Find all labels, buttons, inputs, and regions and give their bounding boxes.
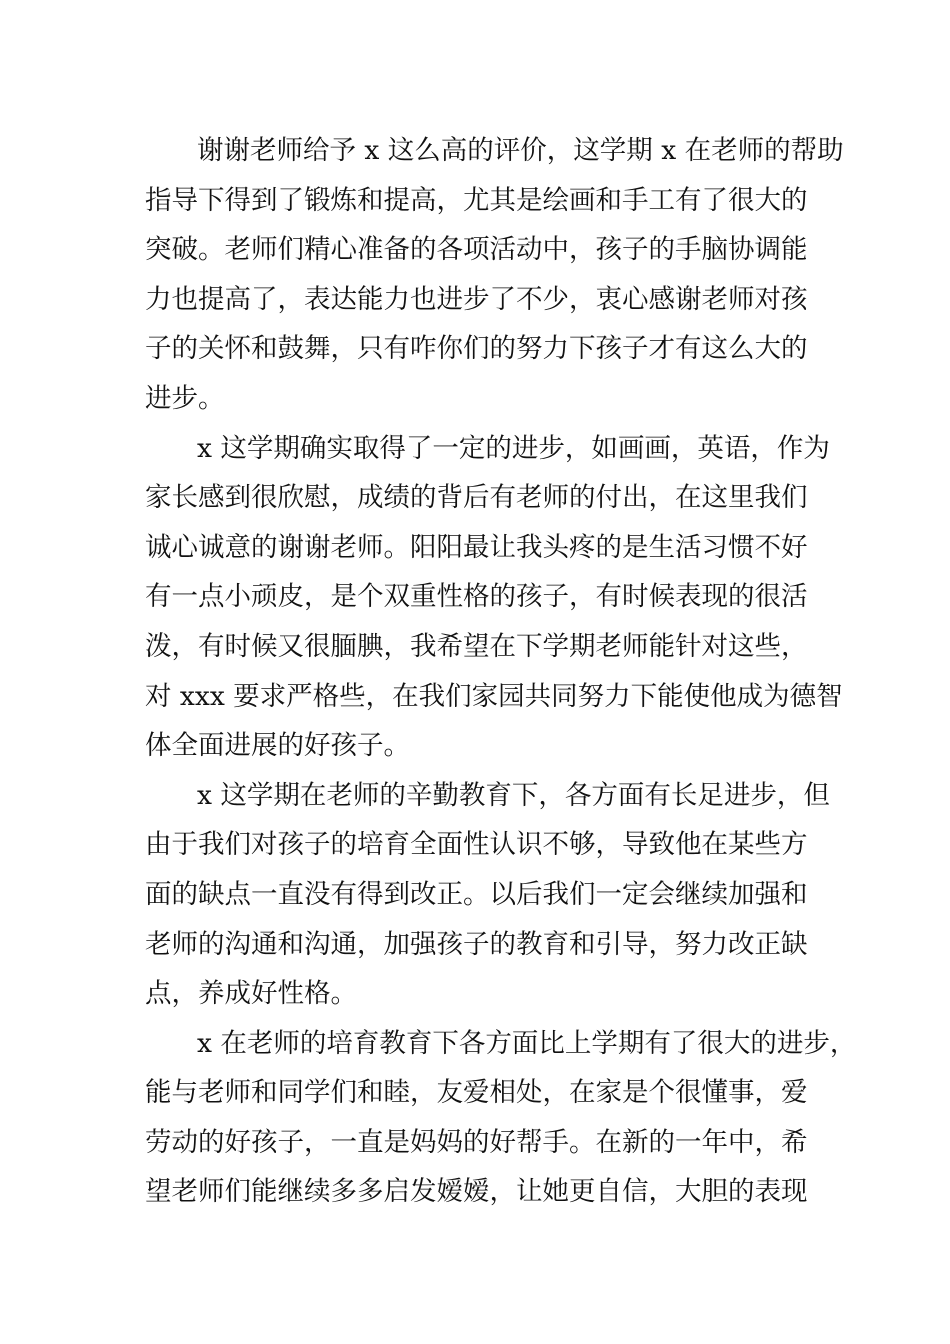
paragraph-line: 突破。老师们精心准备的各项活动中，孩子的手脑协调能 <box>145 234 808 266</box>
paragraph-line: 劳动的好孩子，一直是妈妈的好帮手。在新的一年中，希 <box>145 1126 808 1158</box>
paragraph-line: x 这学期在老师的辛勤教育下，各方面有长足进步，但 <box>197 779 830 811</box>
paragraph-line: 老师的沟通和沟通，加强孩子的教育和引导，努力改正缺 <box>145 928 808 960</box>
paragraph-line: 面的缺点一直没有得到改正。以后我们一定会继续加强和 <box>145 878 808 910</box>
paragraph-line: 有一点小顽皮，是个双重性格的孩子，有时候表现的很活 <box>145 581 808 613</box>
paragraph-line: 点，养成好性格。 <box>145 978 357 1010</box>
document-body <box>145 126 857 1217</box>
paragraph-4 <box>145 1019 857 1217</box>
paragraph-line: 诚心诚意的谢谢老师。阳阳最让我头疼的是生活习惯不好 <box>145 531 808 563</box>
paragraph-line: 体全面进展的好孩子。 <box>145 730 410 762</box>
paragraph-line: 家长感到很欣慰，成绩的背后有老师的付出，在这里我们 <box>145 482 808 514</box>
paragraph-line: 谢谢老师给予 x 这么高的评价，这学期 x 在老师的帮助 <box>197 135 844 166</box>
paragraph-line: 力也提高了，表达能力也进步了不少，衷心感谢老师对孩 <box>145 283 808 315</box>
paragraph-line: 对 xxx 要求严格些，在我们家园共同努力下能使他成为德智 <box>145 680 843 712</box>
paragraph-line: 由于我们对孩子的培育全面性认识不够，导致他在某些方 <box>145 829 808 861</box>
paragraph-line: x 在老师的培育教育下各方面比上学期有了很大的进步， <box>197 1027 857 1059</box>
paragraph-line: 子的关怀和鼓舞，只有咋你们的努力下孩子才有这么大的 <box>145 333 808 365</box>
paragraph-line: 指导下得到了锻炼和提高，尤其是绘画和手工有了很大的 <box>145 184 808 216</box>
paragraph-3 <box>145 771 830 1019</box>
paragraph-line: 泼，有时候又很腼腆，我希望在下学期老师能针对这些， <box>145 630 808 662</box>
paragraph-line: x 这学期确实取得了一定的进步，如画画，英语，作为 <box>197 432 830 464</box>
paragraph-1 <box>145 126 844 424</box>
paragraph-line: 进步。 <box>145 382 225 414</box>
paragraph-2 <box>145 424 843 771</box>
paragraph-line: 望老师们能继续多多启发嫒嫒，让她更自信，大胆的表现 <box>145 1176 808 1208</box>
paragraph-line: 能与老师和同学们和睦，友爱相处，在家是个很懂事，爱 <box>145 1077 808 1109</box>
